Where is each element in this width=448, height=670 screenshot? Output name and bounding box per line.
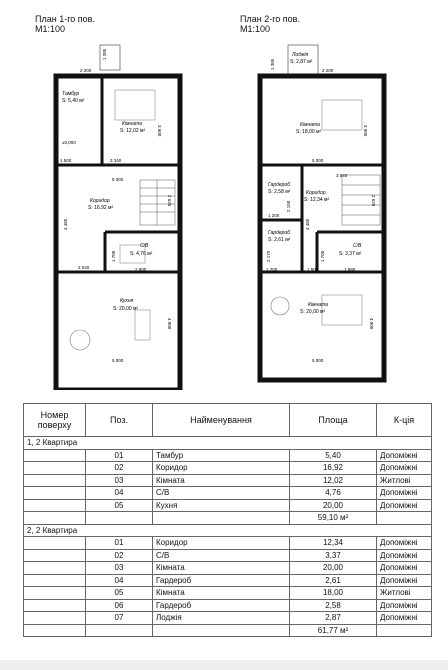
room-area: S: 12,34 м²	[304, 197, 330, 203]
room-area: S: 4,76 м²	[130, 251, 153, 257]
cell-empty	[153, 624, 290, 637]
cell-type: Допоміжні	[377, 549, 432, 562]
cell-empty	[86, 512, 153, 525]
group-total: 61,77 м²	[290, 624, 377, 637]
cell-area: 20,00	[290, 499, 377, 512]
room-area: S: 5,40 м²	[62, 98, 85, 104]
table-row	[24, 474, 432, 487]
table-row	[24, 599, 432, 612]
table-group-row	[24, 524, 432, 537]
dim-text: 2 175	[266, 250, 271, 262]
room-label: Кімната	[300, 122, 320, 128]
group-title: 1, 2 Квартира	[24, 437, 432, 450]
cell-area: 5,40	[290, 449, 377, 462]
level-mark: ±0,000	[62, 140, 76, 145]
dim-text: 5 000	[112, 177, 124, 182]
cell-empty	[24, 612, 86, 625]
cell-empty	[24, 537, 86, 550]
cell-name: Лоджія	[153, 612, 290, 625]
table-row	[24, 487, 432, 500]
armchair-icon	[271, 297, 289, 315]
room-label: Коридор	[90, 198, 110, 204]
room-area: S: 2,58 м²	[268, 189, 291, 195]
room-label: Коридор	[306, 190, 326, 196]
dim-text: 3 640	[336, 173, 348, 178]
cell-empty	[24, 599, 86, 612]
dim-text: 1 500	[307, 267, 319, 272]
cell-area: 18,00	[290, 587, 377, 600]
cell-empty	[24, 624, 86, 637]
col-area: Площа	[290, 404, 377, 437]
cell-empty	[24, 462, 86, 475]
cell-pos: 02	[86, 549, 153, 562]
group-title: 2, 2 Квартира	[24, 524, 432, 537]
table-row	[24, 537, 432, 550]
cell-pos: 01	[86, 537, 153, 550]
room-area: S: 16,92 м²	[88, 205, 114, 211]
table-total-row	[24, 624, 432, 637]
table-total-row	[24, 512, 432, 525]
cell-name: С/В	[153, 549, 290, 562]
room-label: Тамбур	[62, 91, 80, 97]
dim-text: 2 800	[135, 267, 147, 272]
dim-text: 4 485	[305, 218, 310, 230]
cell-empty	[24, 512, 86, 525]
room-label: Гардероб	[268, 230, 291, 236]
cell-pos: 06	[86, 599, 153, 612]
cell-empty	[24, 474, 86, 487]
cell-type: Допоміжні	[377, 449, 432, 462]
dim-text: 1 700	[320, 250, 325, 262]
dim-text: 2 625	[167, 195, 172, 207]
cell-empty	[377, 512, 432, 525]
cell-empty	[153, 512, 290, 525]
dim-text: 1 385	[270, 58, 275, 70]
page-footer-strip	[0, 660, 448, 670]
cell-empty	[24, 562, 86, 575]
cell-name: Кімната	[153, 587, 290, 600]
table-row	[24, 562, 432, 575]
floor-plan-1	[40, 40, 200, 390]
dim-text: 5 000	[112, 358, 124, 363]
cell-type: Допоміжні	[377, 537, 432, 550]
cell-name: Коридор	[153, 462, 290, 475]
cell-type: Допоміжні	[377, 487, 432, 500]
cell-area: 2,61	[290, 574, 377, 587]
cell-pos: 04	[86, 487, 153, 500]
room-label: Кімната	[122, 121, 142, 127]
dim-text: 3 340	[110, 158, 122, 163]
floor-plan-2	[252, 40, 392, 390]
room-label: Лоджія	[292, 52, 309, 58]
room-label: С/В	[353, 243, 362, 249]
cell-name: Кімната	[153, 474, 290, 487]
cell-pos: 03	[86, 474, 153, 487]
cell-type: Допоміжні	[377, 574, 432, 587]
cell-pos: 05	[86, 587, 153, 600]
room-label: Кухня	[120, 298, 134, 304]
cell-pos: 05	[86, 499, 153, 512]
dim-text: 1 980	[344, 267, 356, 272]
cell-pos: 02	[86, 462, 153, 475]
col-type: К-ція	[377, 404, 432, 437]
cell-pos: 04	[86, 574, 153, 587]
plan1-title-block	[35, 14, 95, 34]
room-label: Гардероб	[268, 182, 291, 188]
plan1-title: План 1-го пов.	[35, 14, 95, 24]
cell-area: 4,76	[290, 487, 377, 500]
dim-text: 1 500	[60, 158, 72, 163]
plan1-scale: М1:100	[35, 24, 66, 34]
dim-text: 5 000	[312, 358, 324, 363]
bed-icon	[322, 100, 362, 130]
cell-empty	[24, 549, 86, 562]
cell-name: Гардероб	[153, 574, 290, 587]
kitchen-island-icon	[135, 310, 150, 340]
cell-area: 3,37	[290, 549, 377, 562]
cell-area: 2,87	[290, 612, 377, 625]
cell-name: Кухня	[153, 499, 290, 512]
room-area: S: 20,00 м²	[300, 309, 326, 315]
table-row	[24, 462, 432, 475]
cell-pos: 03	[86, 562, 153, 575]
cell-empty	[24, 499, 86, 512]
table-group-row	[24, 437, 432, 450]
cell-area: 16,92	[290, 462, 377, 475]
cell-name: С/В	[153, 487, 290, 500]
room-area: S: 20,00 м²	[113, 306, 139, 312]
table-row	[24, 612, 432, 625]
cell-type: Допоміжні	[377, 462, 432, 475]
table-header-row	[24, 404, 432, 437]
cell-empty	[24, 574, 86, 587]
room-schedule-table	[23, 403, 432, 637]
cell-empty	[377, 624, 432, 637]
dining-table-icon	[70, 330, 90, 350]
room-area: S: 2,61 м²	[268, 237, 291, 243]
room-area: S: 2,87 м²	[290, 59, 313, 65]
col-name: Найменування	[153, 404, 290, 437]
bed-icon	[115, 90, 155, 120]
dim-text: 1 200	[266, 267, 278, 272]
plan2-title: План 2-го пов.	[240, 14, 300, 24]
cell-type: Житлові	[377, 474, 432, 487]
cell-empty	[24, 587, 86, 600]
table-row	[24, 499, 432, 512]
cell-area: 12,02	[290, 474, 377, 487]
table-row	[24, 449, 432, 462]
room-area: S: 18,00 м²	[296, 129, 322, 135]
cell-pos: 01	[86, 449, 153, 462]
dim-text: 2 625	[371, 195, 376, 207]
cell-name: Коридор	[153, 537, 290, 550]
cell-type: Допоміжні	[377, 562, 432, 575]
table-body	[24, 437, 432, 637]
cell-type: Допоміжні	[377, 499, 432, 512]
dim-text: 2 200	[80, 68, 92, 73]
table-row	[24, 587, 432, 600]
cell-empty	[24, 449, 86, 462]
room-area: S: 12,02 м²	[120, 128, 146, 134]
room-label: Кімната	[308, 302, 328, 308]
bed-icon	[322, 295, 362, 325]
dim-text: 1 700	[111, 250, 116, 262]
dim-text: 4 000	[369, 318, 374, 330]
room-area: S: 3,37 м²	[339, 251, 362, 257]
cell-name: Тамбур	[153, 449, 290, 462]
dim-text: 3 600	[363, 125, 368, 137]
table-row	[24, 574, 432, 587]
cell-type: Житлові	[377, 587, 432, 600]
dim-text: 2 150	[286, 200, 291, 212]
cell-area: 2,58	[290, 599, 377, 612]
cell-area: 12,34	[290, 537, 377, 550]
group-total: 59,10 м²	[290, 512, 377, 525]
cell-area: 20,00	[290, 562, 377, 575]
plan2-scale: М1:100	[240, 24, 271, 34]
dim-text: 5 000	[312, 158, 324, 163]
cell-pos: 07	[86, 612, 153, 625]
col-floor: Номер поверху	[24, 404, 86, 437]
dim-text: 4 485	[63, 218, 68, 230]
cell-type: Допоміжні	[377, 612, 432, 625]
dim-text: 1 200	[268, 213, 280, 218]
dim-text: 3 600	[157, 125, 162, 137]
room-label: С/В	[140, 243, 149, 249]
plan2-title-block	[240, 14, 300, 34]
cell-name: Кімната	[153, 562, 290, 575]
cell-empty	[24, 487, 86, 500]
dim-text: 2 040	[78, 265, 90, 270]
cell-empty	[86, 624, 153, 637]
col-pos: Поз.	[86, 404, 153, 437]
table-row	[24, 549, 432, 562]
dim-text: 2 200	[322, 68, 334, 73]
cell-name: Гардероб	[153, 599, 290, 612]
dim-text: 4 000	[167, 318, 172, 330]
cell-type: Допоміжні	[377, 599, 432, 612]
dim-text: 1 385	[102, 48, 107, 60]
